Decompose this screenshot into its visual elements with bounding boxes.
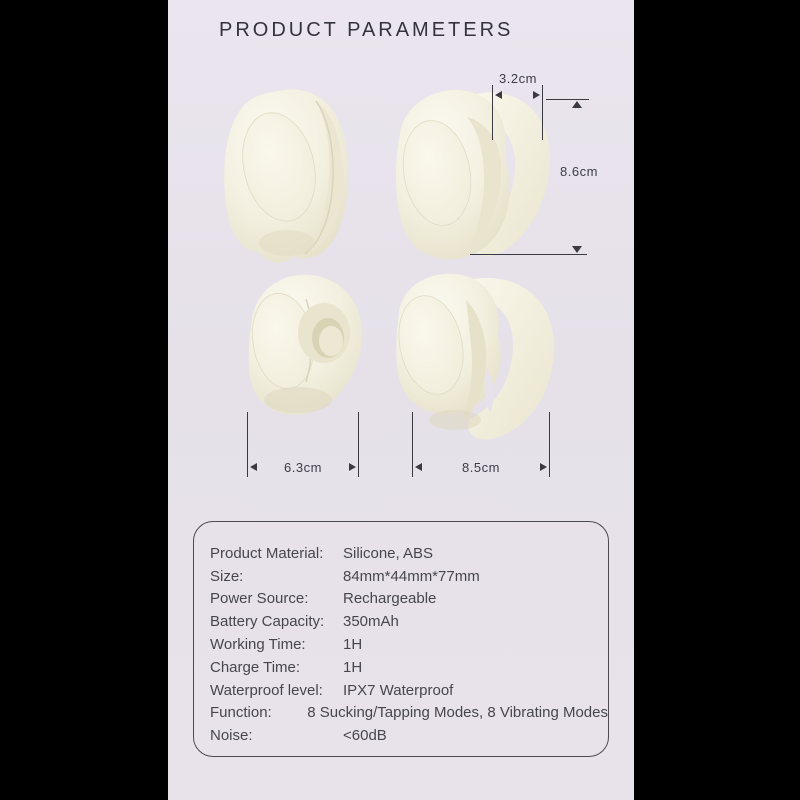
dimension-right-width — [412, 412, 550, 477]
spec-label: Charge Time: — [210, 658, 301, 676]
spec-value: 350mAh — [343, 613, 399, 631]
dimension-line — [492, 85, 493, 140]
spec-table — [193, 521, 609, 757]
arrow-right-icon — [533, 91, 540, 99]
product-side-view — [224, 89, 348, 262]
dimension-line — [542, 85, 543, 140]
product-front-view — [246, 275, 362, 415]
spec-label: Size: — [210, 567, 244, 585]
spec-value: 84mm*44mm*77mm — [343, 567, 480, 585]
spec-label: Battery Capacity: — [210, 613, 325, 631]
content-panel — [168, 0, 634, 800]
spec-label: Working Time: — [210, 636, 306, 654]
spec-label: Function: — [210, 704, 272, 722]
arrow-down-icon — [572, 246, 582, 253]
dimension-label-left-width: 6.3cm — [284, 460, 322, 475]
spec-label: Noise: — [210, 727, 253, 745]
dimension-line — [470, 254, 587, 255]
spec-label: Power Source: — [210, 590, 309, 608]
dimension-line — [546, 99, 589, 100]
dimension-label-top-width: 3.2cm — [499, 71, 537, 86]
dimension-label-right-width: 8.5cm — [462, 460, 500, 475]
table-row — [210, 724, 608, 747]
arrow-up-icon — [572, 101, 582, 108]
dimension-label-height: 8.6cm — [560, 164, 598, 179]
spec-label: Product Material: — [210, 544, 324, 562]
page-title: PRODUCT PARAMETERS — [219, 19, 514, 41]
table-row — [210, 702, 608, 725]
spec-value: 8 Sucking/Tapping Modes, 8 Vibrating Modes — [307, 704, 608, 722]
spec-value: Silicone, ABS — [343, 544, 434, 562]
spec-value: Rechargeable — [343, 590, 437, 608]
table-row — [210, 633, 608, 656]
table-row — [210, 610, 608, 633]
table-row — [210, 542, 608, 565]
table-row — [210, 588, 608, 611]
arrow-left-icon — [495, 91, 502, 99]
table-row — [210, 565, 608, 588]
spec-value: IPX7 Waterproof — [343, 681, 454, 699]
table-row — [210, 656, 608, 679]
dimension-left-width — [247, 412, 359, 477]
table-row — [210, 679, 608, 702]
spec-value: 1H — [343, 658, 363, 676]
dimension-top-width — [492, 85, 543, 140]
left-letterbox-bar — [0, 0, 168, 800]
spec-label: Waterproof level: — [210, 681, 323, 699]
spec-value: 1H — [343, 636, 363, 654]
spec-value: <60dB — [343, 727, 387, 745]
product-views-image — [168, 0, 634, 520]
right-letterbox-bar — [634, 0, 800, 800]
